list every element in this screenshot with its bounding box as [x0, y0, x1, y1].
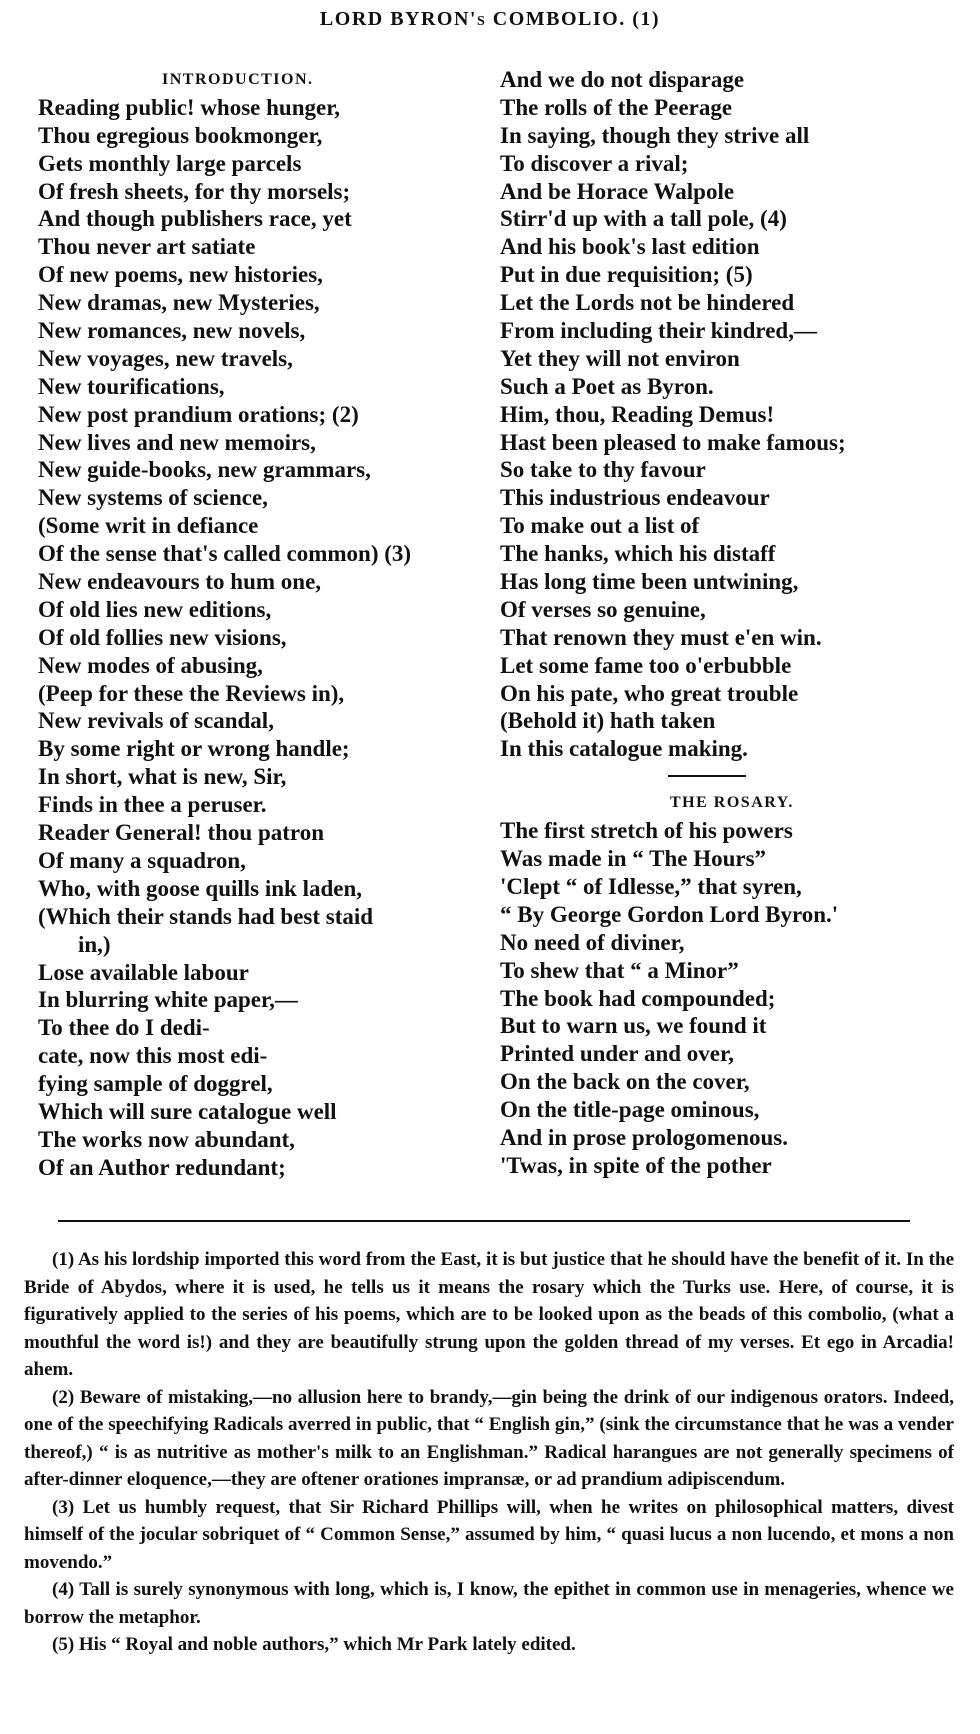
verse-line: Him, thou, Reading Demus!: [500, 401, 775, 427]
left-verse-lines: [38, 94, 478, 1182]
verse-line: (Which their stands had best staid: [38, 903, 374, 929]
verse-line: To shew that “ a Minor”: [500, 957, 739, 983]
verse-line: By some right or wrong handle;: [38, 736, 350, 762]
verse-line: fying sample of doggrel,: [38, 1071, 273, 1097]
verse-line: Let some fame too o'erbubble: [500, 652, 792, 678]
verse-line: In blurring white paper,—: [38, 987, 298, 1013]
footnote-2: (2) Beware of mistaking,—no allusion here to brandy,—gin being the drink of our indigenous orators. Indeed, one of the speechifying Radicals averred in public, that “ English gin,” (sink the circumstance that he was a vender thereof,) “ is as nutritive as mother's milk to an Englishman.” Radical harangues are not generally specimens of after-dinner eloquence,—they are oftener orationes impransæ, or ad prandium adipiscendum.: [24, 1386, 954, 1490]
footnote-5: (5) His “ Royal and noble authors,” which Mr Park lately edited.: [52, 1634, 576, 1655]
verse-line: Thou never art satiate: [38, 234, 256, 260]
verse-line: Reading public! whose hunger,: [38, 94, 341, 120]
verse-line: But to warn us, we found it: [500, 1013, 767, 1039]
verse-line: This industrious endeavour: [500, 485, 770, 511]
verse-line: New revivals of scandal,: [38, 708, 274, 734]
verse-line: Lose available labour: [38, 959, 249, 985]
footnote-4: (4) Tall is surely synonymous with long, which is, I know, the epithet in common use in menageries, whence we borrow the metaphor.: [24, 1579, 954, 1628]
verse-line: So take to thy favour: [500, 457, 706, 483]
verse-line: The rolls of the Peerage: [500, 94, 733, 120]
footnotes: [24, 1246, 954, 1659]
footnote-divider: [58, 1220, 910, 1222]
verse-line: Let the Lords not be hindered: [500, 290, 795, 316]
right-verse-lines-part2: [500, 817, 950, 1180]
section-divider: [500, 763, 950, 789]
verse-line: Hast been pleased to make famous;: [500, 429, 846, 455]
verse-line: Thou egregious bookmonger,: [38, 122, 323, 148]
verse-line: On his pate, who great trouble: [500, 680, 799, 706]
verse-line: Of old lies new editions,: [38, 596, 272, 622]
verse-line: The first stretch of his powers: [500, 818, 793, 844]
verse-line: New tourifications,: [38, 373, 225, 399]
verse-line: New endeavours to hum one,: [38, 569, 322, 595]
verse-line: Of many a squadron,: [38, 847, 246, 873]
verse-line: Put in due requisition; (5): [500, 262, 753, 288]
verse-line: And be Horace Walpole: [500, 178, 735, 204]
verse-line: New modes of abusing,: [38, 652, 263, 678]
verse-line: New romances, new novels,: [38, 318, 306, 344]
verse-line: To thee do I dedi-: [38, 1015, 210, 1041]
verse-line: Who, with goose quills ink laden,: [38, 875, 363, 901]
verse-line: To discover a rival;: [500, 150, 689, 176]
running-head: LORD BYRON's COMBOLIO. (1): [319, 8, 661, 30]
verse-line: Reader General! thou patron: [38, 820, 324, 846]
section-heading-introduction: INTRODUCTION.: [162, 71, 314, 88]
verse-line: New lives and new memoirs,: [38, 429, 316, 455]
verse-line: Has long time been untwining,: [500, 569, 799, 595]
verse-line: New guide-books, new grammars,: [38, 457, 371, 483]
verse-line: cate, now this most edi-: [38, 1043, 268, 1069]
verse-line: New dramas, new Mysteries,: [38, 290, 320, 316]
verse-line: New post prandium orations; (2): [38, 401, 359, 427]
verse-line: In saying, though they strive all: [500, 122, 810, 148]
verse-line: The book had compounded;: [500, 985, 776, 1011]
verse-line: On the back on the cover,: [500, 1069, 750, 1095]
footnote-3: (3) Let us humbly request, that Sir Richard Phillips will, when he writes on philosophical matters, divest himself of the jocular sobriquet of “ Common Sense,” assumed by him, “ quasi lucus a non lucendo, et mons a non movendo.”: [24, 1496, 954, 1573]
verse-line: Yet they will not environ: [500, 345, 740, 371]
right-verse-lines-part1: [500, 66, 950, 763]
verse-line: In short, what is new, Sir,: [38, 764, 287, 790]
left-column: [38, 66, 478, 1182]
verse-line: New systems of science,: [38, 485, 268, 511]
verse-line: Such a Poet as Byron.: [500, 373, 714, 399]
verse-line: New voyages, new travels,: [38, 345, 293, 371]
verse-line: Of old follies new visions,: [38, 624, 287, 650]
verse-line: 'Twas, in spite of the pother: [500, 1152, 772, 1178]
verse-line: in,): [78, 931, 111, 957]
verse-line: (Behold it) hath taken: [500, 708, 716, 734]
verse-line: Stirr'd up with a tall pole, (4): [500, 206, 787, 232]
verse-line: That renown they must e'en win.: [500, 624, 822, 650]
verse-line: Finds in thee a peruser.: [38, 792, 267, 818]
verse-line: 'Clept “ of Idlesse,” that syren,: [500, 873, 802, 899]
verse-line: No need of diviner,: [500, 929, 685, 955]
verse-line: And though publishers race, yet: [38, 206, 352, 232]
verse-line: From including their kindred,—: [500, 318, 817, 344]
verse-line: And we do not disparage: [500, 67, 745, 92]
verse-line: Which will sure catalogue well: [38, 1098, 337, 1124]
verse-line: Of the sense that's called common) (3): [38, 541, 412, 567]
verse-line: Of new poems, new histories,: [38, 262, 323, 288]
verse-line: To make out a list of: [500, 513, 700, 539]
verse-line: Gets monthly large parcels: [38, 150, 302, 176]
footnote-1: (1) As his lordship imported this word from the East, it is but justice that he should have the benefit of it. In the Bride of Abydos, where it is used, he tells us it means the rosary which the Turks use. Here, of course, it is figuratively applied to the series of his poems, which are to be looked upon as the beads of this combolio, (what a mouthful the word is!) and they are beautifully strung upon the golden thread of my verses. Et ego in Arcadia! ahem.: [24, 1249, 954, 1380]
verse-line: In this catalogue making.: [500, 736, 748, 762]
section-heading-rosary: THE ROSARY.: [670, 794, 794, 812]
verse-line: Printed under and over,: [500, 1041, 734, 1067]
verse-line: “ By George Gordon Lord Byron.': [500, 901, 839, 927]
verse-line: Of fresh sheets, for thy morsels;: [38, 178, 351, 204]
verse-line: On the title-page ominous,: [500, 1097, 760, 1123]
verse-line: The works now abundant,: [38, 1126, 295, 1152]
verse-line: Of an Author redundant;: [38, 1154, 286, 1180]
right-column: [500, 66, 950, 1180]
verse-line: Was made in “ The Hours”: [500, 846, 767, 872]
verse-line: The hanks, which his distaff: [500, 541, 776, 567]
verse-line: (Peep for these the Reviews in),: [38, 680, 345, 706]
verse-line: And his book's last edition: [500, 234, 760, 260]
verse-line: Of verses so genuine,: [500, 596, 706, 622]
verse-line: And in prose prologomenous.: [500, 1124, 788, 1150]
verse-line: (Some writ in defiance: [38, 513, 259, 539]
